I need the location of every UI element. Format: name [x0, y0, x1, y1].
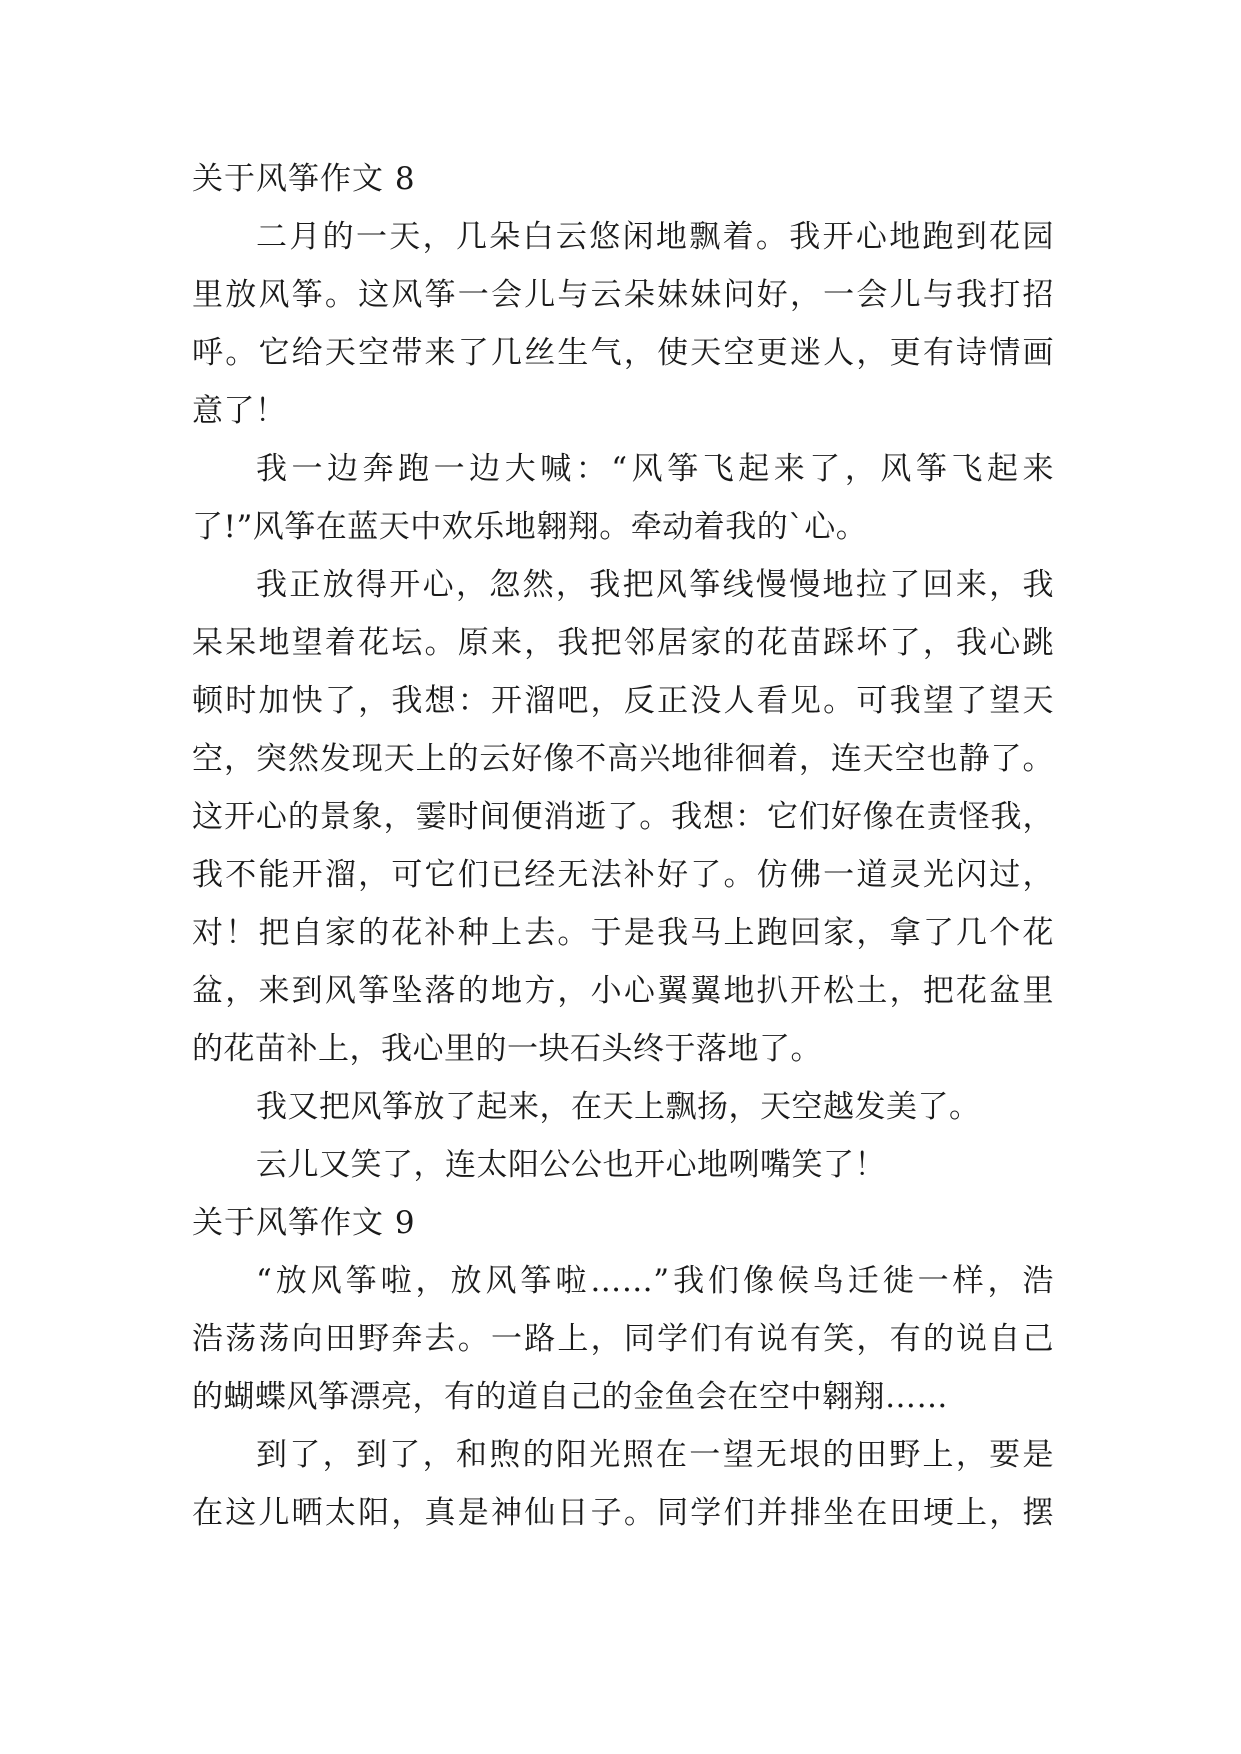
- essay-9-title: 关于风筝作文 9: [192, 1205, 416, 1241]
- essay-8-line: 云儿又笑了，连太阳公公也开心地咧嘴笑了！: [256, 1147, 886, 1183]
- essay-8-line: 这开心的景象，霎时间便消逝了。我想：它们好像在责怪我，: [192, 799, 1054, 835]
- essay-8-line: 空，突然发现天上的云好像不高兴地徘徊着，连天空也静了。: [192, 741, 1054, 777]
- essay-8-line: 了!”风筝在蓝天中欢乐地翱翔。牵动着我的`心。: [192, 509, 868, 545]
- essay-8-line: 我不能开溜，可它们已经无法补好了。仿佛一道灵光闪过，: [192, 857, 1054, 893]
- essay-8-line: 我正放得开心，忽然，我把风筝线慢慢地拉了回来，我: [256, 567, 1054, 603]
- essay-9-line: 到了，到了，和煦的阳光照在一望无垠的田野上，要是: [256, 1437, 1054, 1473]
- essay-8-line: 呆呆地望着花坛。原来，我把邻居家的花苗踩坏了，我心跳: [192, 625, 1054, 661]
- essay-8-line: 我一边奔跑一边大喊：“风筝飞起来了，风筝飞起来: [256, 451, 1054, 487]
- essay-8-title: 关于风筝作文 8: [192, 161, 416, 197]
- essay-8-line: 里放风筝。这风筝一会儿与云朵妹妹问好，一会儿与我打招: [192, 277, 1054, 313]
- essay-8-line: 顿时加快了，我想：开溜吧，反正没人看见。可我望了望天: [192, 683, 1054, 719]
- essay-9-line: 在这儿晒太阳，真是神仙日子。同学们并排坐在田埂上，摆: [192, 1495, 1054, 1531]
- essay-8-line: 我又把风筝放了起来，在天上飘扬，天空越发美了。: [256, 1089, 981, 1125]
- essay-8-line: 意了！: [192, 393, 287, 429]
- essay-8-line: 盆，来到风筝坠落的地方，小心翼翼地扒开松土，把花盆里: [192, 973, 1054, 1009]
- essay-9-line: 的蝴蝶风筝漂亮，有的道自己的金鱼会在空中翱翔……: [192, 1379, 948, 1415]
- essay-8-line: 的花苗补上，我心里的一块石头终于落地了。: [192, 1031, 822, 1067]
- essay-8-line: 二月的一天，几朵白云悠闲地飘着。我开心地跑到花园: [256, 219, 1054, 255]
- essay-8-line: 对！把自家的花补种上去。于是我马上跑回家，拿了几个花: [192, 915, 1054, 951]
- essay-9-line: “放风筝啦，放风筝啦……”我们像候鸟迁徙一样，浩: [256, 1263, 1054, 1299]
- document-body: [192, 150, 1054, 1542]
- essay-8-line: 呼。它给天空带来了几丝生气，使天空更迷人，更有诗情画: [192, 335, 1054, 371]
- essay-9-line: 浩荡荡向田野奔去。一路上，同学们有说有笑，有的说自己: [192, 1321, 1054, 1357]
